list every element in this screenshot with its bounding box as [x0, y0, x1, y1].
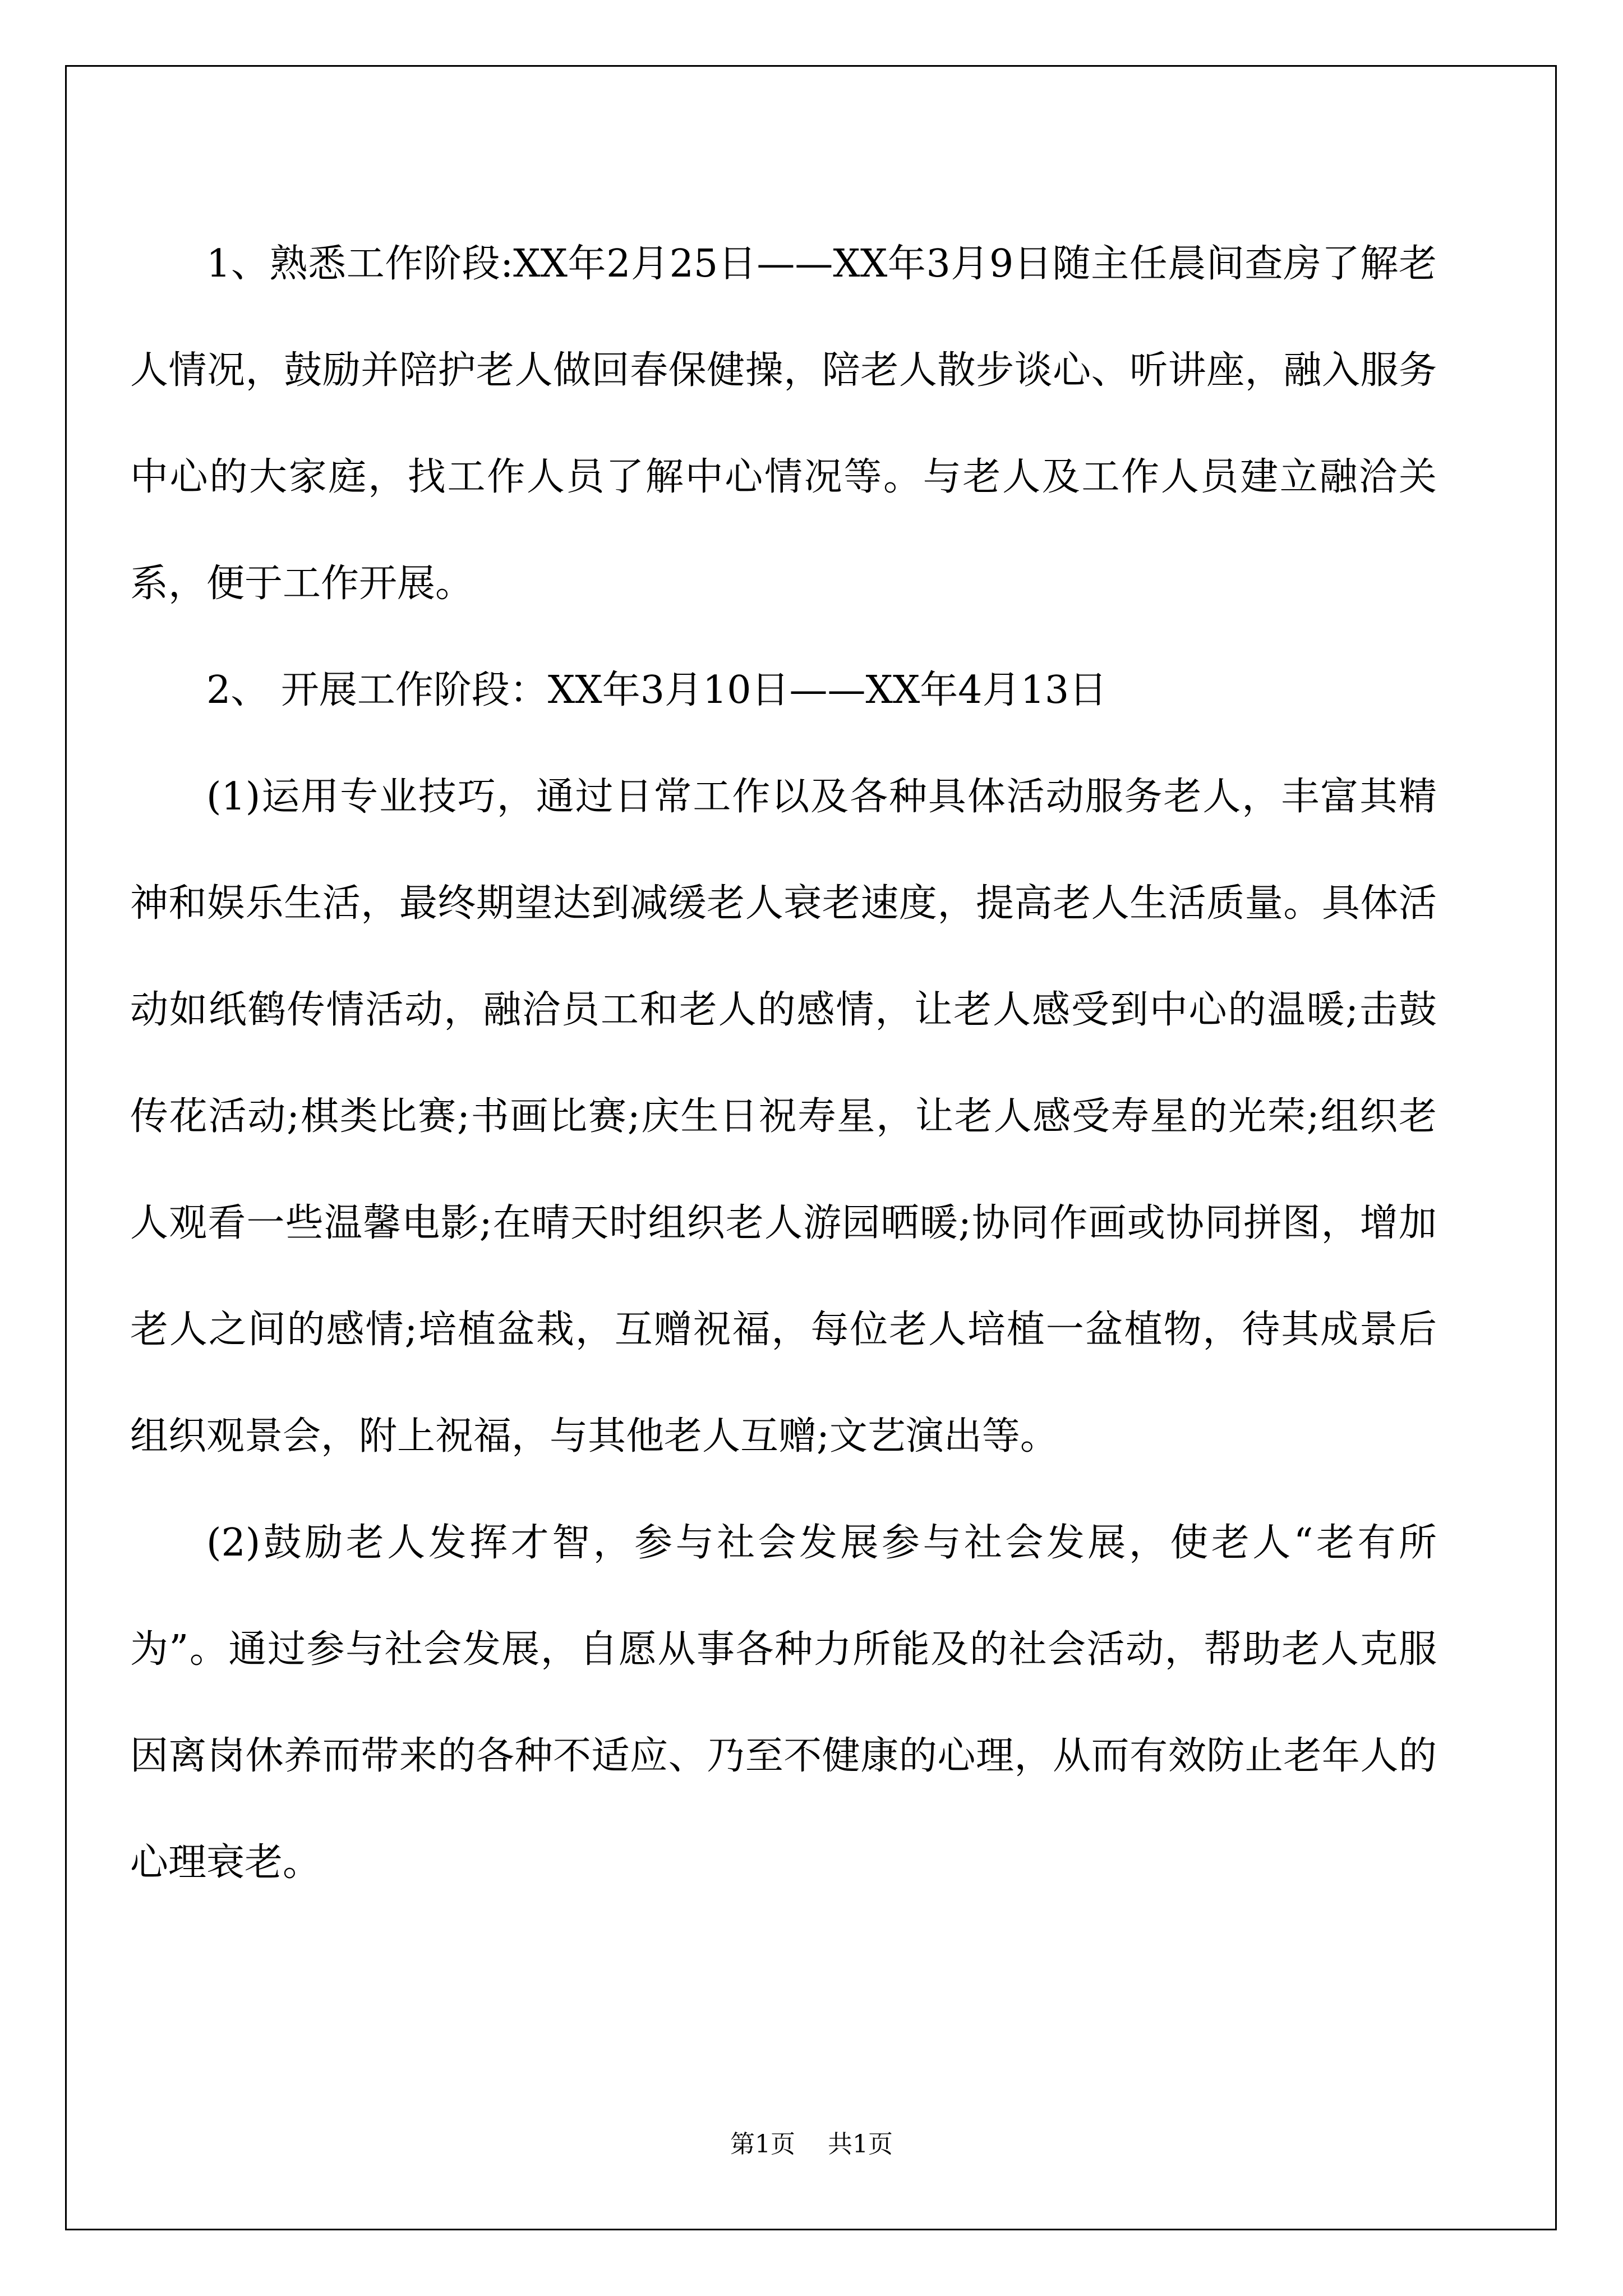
- paragraph-3: (1)运用专业技巧，通过日常工作以及各种具体活动服务老人，丰富其精神和娱乐生活，最终期望达到减缓老人衰老速度，提高老人生活质量。具体活动如纸鹤传情活动，融洽员工和老人的感情，让老人感受到中心的温暖;击鼓传花活动;棋类比赛;书画比赛;庆生日祝寿星，让老人感受寿星的光荣;组织老人观看一些温馨电影;在晴天时组织老人游园晒暖;协同作画或协同拼图，增加老人之间的感情;培植盆栽，互赠祝福，每位老人培植一盆植物，待其成景后组织观景会，附上祝福，与其他老人互赠;文艺演出等。: [130, 775, 1437, 1458]
- document-body: [130, 211, 1437, 1916]
- paragraph-2: 2、 开展工作阶段：XX年3月10日——XX年4月13日: [206, 668, 1108, 712]
- paragraph-4: (2)鼓励老人发挥才智，参与社会发展参与社会发展，使老人“老有所为”。通过参与社会发展，自愿从事各种力所能及的社会活动，帮助老人克服因离岗休养而带来的各种不适应、乃至不健康的心理，从而有效防止老年人的心理衰老。: [130, 1521, 1437, 1885]
- page-total: 共1页: [828, 2130, 893, 2159]
- page-number: 第1页: [730, 2130, 795, 2159]
- paragraph-1: 1、熟悉工作阶段:XX年2月25日——XX年3月9日随主任晨间查房了解老人情况，鼓励并陪护老人做回春保健操，陪老人散步谈心、听讲座，融入服务中心的大家庭，找工作人员了解中心情况等。与老人及工作人员建立融洽关系，便于工作开展。: [130, 242, 1437, 606]
- page-footer: [0, 2128, 1623, 2161]
